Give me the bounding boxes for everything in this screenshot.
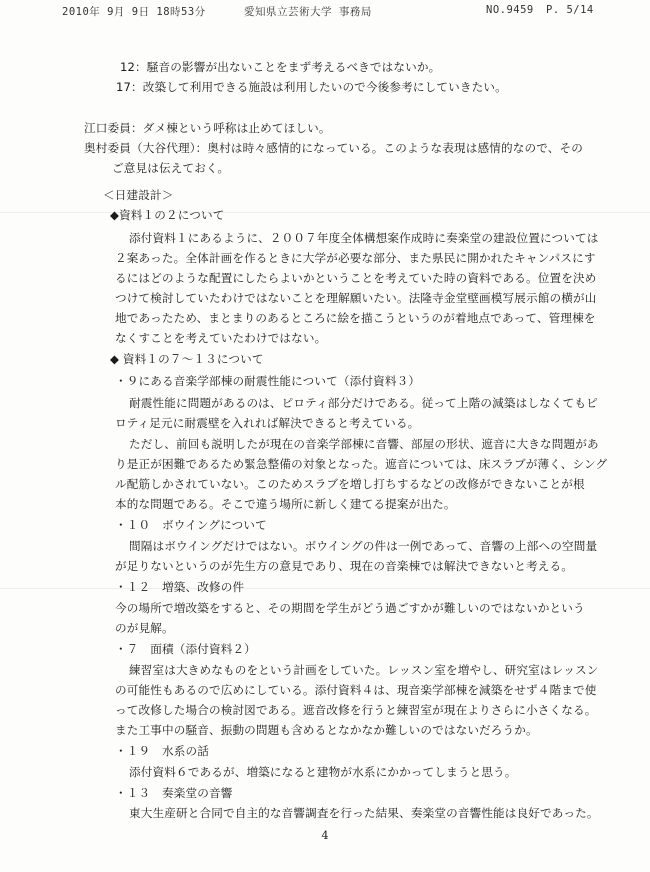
paragraph-line: 添付資料１にあるように、２００７年度全体構想案作成時に奏楽堂の建設位置については	[129, 231, 599, 245]
subsection-9: ・９にある音楽学部棟の耐震性能について（添付資料３）	[115, 374, 421, 388]
section-doc-1-7-13: ◆ 資料１の７～１３について	[110, 352, 264, 366]
fax-date: 2010年 9月 9日 18時53分	[62, 6, 206, 18]
item-17-comment: 17：改築して利用できる施設は利用したいので今後参考にしていきたい。	[116, 80, 507, 94]
subsection-13: ・１３ 奏楽堂の音響	[115, 786, 233, 800]
paragraph-line: って改修した場合の検討図である。遮音改修を行うと練習室が現在よりさらに小さくなる。	[115, 703, 597, 717]
paragraph-line: 間隔はボウイングだけではない。ボウイングの件は一例であって、音響の上部への空間量	[129, 539, 598, 553]
paragraph-line: 地であったため、まとまりのあるところに絵を描こうというのが着地点であって、管理棟を	[115, 311, 596, 325]
fax-sender: 愛知県立芸術大学 事務局	[244, 6, 372, 18]
paragraph-line: また工事中の騒音、振動の問題も含めるとなかなか難しいのではないだろうか。	[115, 723, 538, 737]
paragraph-line: のが見解。	[115, 621, 174, 635]
paragraph-line: が足りないというのが先生方の意見であり、現在の音楽棟では解決できないと考える。	[115, 559, 574, 573]
paragraph-line: ２案あった。全体計画を作るときに大学が必要な部分、また県民に開かれたキャンパスにす	[115, 251, 596, 265]
subsection-19: ・１９ 水系の話	[115, 744, 209, 758]
fax-page-count: P. 5/14	[546, 4, 594, 16]
scan-noise-line	[0, 212, 650, 213]
paragraph-line: つけて検討していたわけではないことを理解願いたい。法隆寺金堂壁画模写展示館の横が山	[115, 291, 597, 305]
paragraph-line: り是正が困難であるため緊急整備の対象となった。遮音については、床スラブが薄く、シング	[115, 457, 608, 471]
subsection-7: ・７ 面積（添付資料２）	[115, 642, 256, 656]
item-12-comment: 12：騒音の影響が出ないことをまず考えるべきではないか。	[120, 60, 441, 74]
nikken-heading: ＜日建設計＞	[103, 188, 174, 202]
paragraph-line: るにはどのような配置にしたらよいかということを考えていた時の資料である。位置を決め	[115, 271, 597, 285]
paragraph-line: 東大生産研と合同で自主的な音響調査を行った結果、奏楽堂の音響性能は良好であった。	[129, 806, 599, 820]
paragraph-line: の可能性もあるので広めにしている。添付資料４は、現音楽学部棟を減築をせず４階まで使	[115, 683, 597, 697]
scan-noise-line	[0, 588, 650, 589]
paragraph-line: 今の場所で増改築をすると、その期間を学生がどう過ごすかが難しいのではないかという	[115, 601, 585, 615]
paragraph-line: 本的な問題である。そこで違う場所に新しく建てる提案が出た。	[115, 497, 456, 511]
paragraph-line: ただし、前回も説明したが現在の音楽学部棟に音響、部屋の形状、遮音に大きな問題があ	[129, 437, 599, 451]
paragraph-line: 練習室は大きめなものをという計画をしていた。レッスン室を増やし、研究室はレッスン	[129, 663, 599, 677]
paragraph-line: ロティ足元に耐震壁を入れれば解決できると考えている。	[115, 416, 420, 430]
fax-header	[62, 4, 630, 18]
section-doc-1-2: ◆資料１の２について	[110, 208, 225, 222]
fax-number: NO.9459	[486, 4, 534, 16]
paragraph-line: なくすことを考えていたわけではない。	[115, 331, 327, 345]
paragraph-line: ル配筋しかされていない。このためスラブを増し打ちするなどの改修ができないことが根	[115, 477, 585, 491]
paragraph-line: 耐震性能に問題があるのは、ピロティ部分だけである。従って上階の減築はしなくてもピ	[129, 396, 598, 410]
page-number: 4	[321, 829, 329, 842]
paragraph-line: 添付資料６であるが、増築になると建物が水系にかかってしまうと思う。	[129, 765, 517, 779]
okumura-remark-cont: ご意見は伝えておく。	[112, 161, 230, 175]
eguchi-remark: 江口委員：ダメ棟という呼称は止めてほしい。	[84, 121, 331, 135]
subsection-12: ・１２ 増築、改修の件	[115, 580, 245, 594]
okumura-remark: 奥村委員（大谷代理）：奥村は時々感情的になっている。このような表現は感情的なので、その	[84, 141, 583, 155]
subsection-10: ・１０ ボウイングについて	[115, 518, 267, 532]
